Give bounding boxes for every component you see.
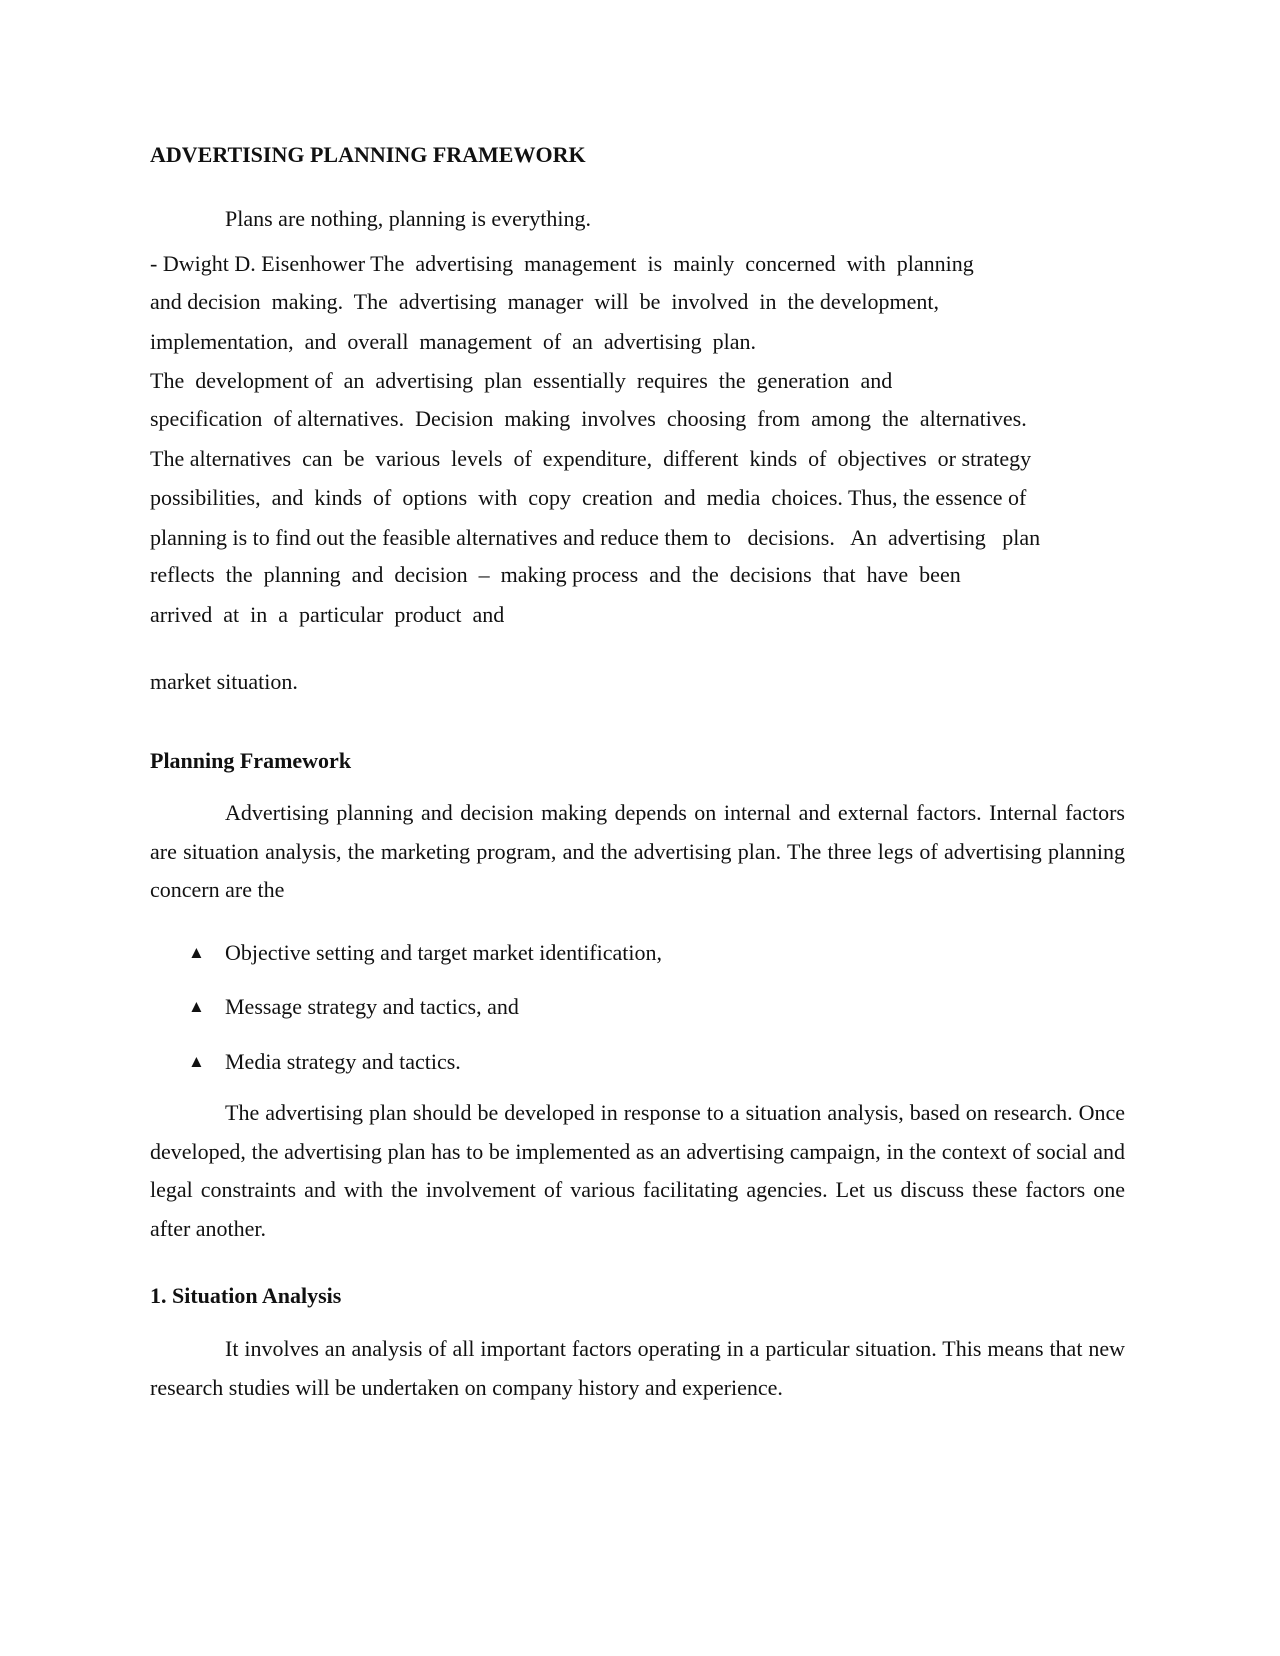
- bullet-text: Objective setting and target market identification,: [225, 940, 663, 965]
- intro-line: planning is to find out the feasible alternatives and reduce them to decisions. An advertising plan: [150, 525, 1041, 550]
- planning-framework-paragraph: Advertising planning and decision making depends on internal and external factors. Internal factors are situation analysis, the marketing program, and the advertising plan. The three legs of advertising planning concern are the: [150, 800, 1125, 902]
- intro-line: possibilities, and kinds of options with copy creation and media choices. Thus, the essence of: [150, 485, 1027, 510]
- bullet-text: Message strategy and tactics, and: [225, 994, 519, 1019]
- triangle-bullet-icon: ▲: [188, 997, 205, 1016]
- advertising-plan-paragraph: The advertising plan should be developed in response to a situation analysis, based on research. Once developed, the advertising plan has to be implemented as an advertising campaign, in the context of social and legal constraints and with the involvement of various facilitating agencies. Let us discuss these factors one after another.: [150, 1100, 1125, 1241]
- triangle-bullet-icon: ▲: [188, 1052, 205, 1071]
- intro-line: implementation, and overall management of an advertising plan.: [150, 329, 757, 354]
- situation-analysis-paragraph: It involves an analysis of all important factors operating in a particular situation. This means that new research studies will be undertaken on company history and experience.: [150, 1336, 1125, 1400]
- section-heading-planning-framework: Planning Framework: [150, 748, 352, 773]
- intro-line: specification of alternatives. Decision making involves choosing from among the alternatives.: [150, 406, 1027, 431]
- triangle-bullet-icon: ▲: [188, 943, 205, 962]
- intro-line: The development of an advertising plan essentially requires the generation and: [150, 368, 893, 393]
- bullet-text: Media strategy and tactics.: [225, 1049, 461, 1074]
- intro-line: and decision making. The advertising manager will be involved in the development,: [150, 289, 939, 314]
- intro-line: arrived at in a particular product and: [150, 602, 505, 627]
- intro-line: reflects the planning and decision – making process and the decisions that have been: [150, 562, 961, 587]
- intro-line: - Dwight D. Eisenhower The advertising management is mainly concerned with planning: [150, 251, 974, 276]
- bullet-item: [188, 1051, 461, 1073]
- bullet-item: [188, 942, 662, 964]
- document-title: ADVERTISING PLANNING FRAMEWORK: [150, 142, 586, 167]
- bullet-item: [188, 996, 519, 1018]
- intro-line: The alternatives can be various levels of expenditure, different kinds of objectives or strategy: [150, 446, 1032, 471]
- section-heading-situation-analysis: 1. Situation Analysis: [150, 1283, 342, 1308]
- epigraph-quote: Plans are nothing, planning is everything.: [225, 206, 591, 231]
- intro-tail: market situation.: [150, 669, 298, 694]
